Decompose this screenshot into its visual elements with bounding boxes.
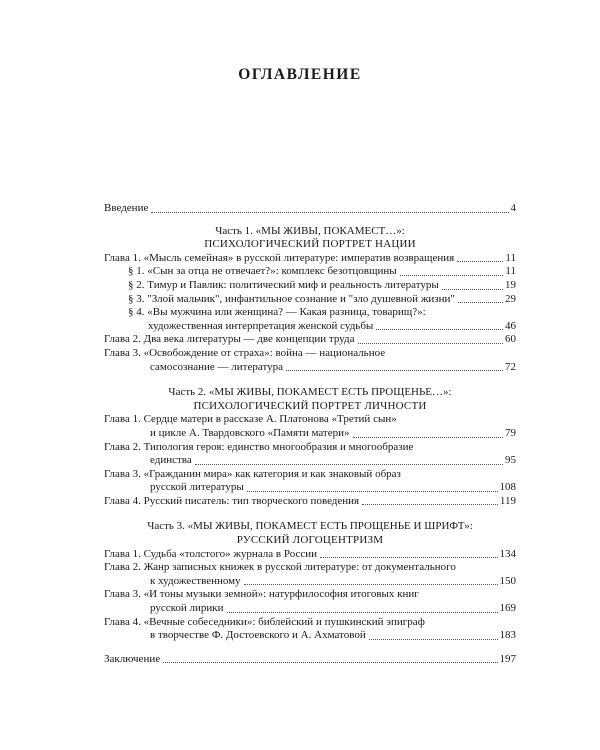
dot-leader (195, 464, 503, 465)
toc-entry-part1-chapter3[interactable] (104, 347, 516, 374)
dot-leader (400, 275, 504, 276)
dot-leader (247, 491, 498, 492)
entry-label: § 2. Тимур и Павлик: политический миф и реальность литературы (128, 278, 439, 291)
entry-continuation (104, 361, 516, 375)
dot-leader (369, 639, 498, 640)
entry-label: Глава 4. Русский писатель: тип творческого поведения (104, 494, 360, 507)
toc-entry-part1-section3[interactable] (104, 293, 516, 307)
page-number: 72 (505, 360, 516, 373)
part-2-title: Часть 2. «МЫ ЖИВЫ, ПОКАМЕСТ ЕСТЬ ПРОЩЕНЬЕ…»: (168, 386, 452, 399)
part-3-title: Часть 3. «МЫ ЖИВЫ, ПОКАМЕСТ ЕСТЬ ПРОЩЕНЬЕ И ШРИФТ»: (147, 520, 473, 533)
part-2-heading (104, 386, 516, 413)
dot-leader (442, 289, 503, 290)
entry-continuation (104, 629, 516, 643)
toc-entry-part3-chapter1[interactable] (104, 548, 516, 562)
dot-leader (151, 212, 508, 213)
entry-label-line1: § 4. «Вы мужчина или женщина? — Какая разница, товарищ?»: (128, 306, 426, 319)
page-number: 29 (505, 292, 516, 305)
entry-label-line1: Глава 3. «Освобождение от страха»: война — национальное (104, 346, 386, 359)
entry-continuation (104, 602, 516, 616)
dot-leader (353, 437, 503, 438)
page-number: 134 (499, 547, 516, 560)
page-number: 60 (505, 333, 516, 346)
toc-entry-part3-chapter4[interactable] (104, 616, 516, 643)
toc-entry-introduction[interactable] (104, 202, 516, 216)
entry-continuation (104, 427, 516, 441)
page-number: 95 (505, 454, 516, 467)
part-3-subtitle: РУССКИЙ ЛОГОЦЕНТРИЗМ (236, 534, 384, 547)
page-number: 11 (505, 265, 516, 278)
entry-continuation (104, 454, 516, 468)
dot-leader (362, 504, 498, 505)
toc-entry-part1-chapter1[interactable] (104, 252, 516, 266)
entry-continuation (104, 481, 516, 495)
entry-label-line1: Глава 2. Жанр записных книжек в русской литературе: от документального (104, 561, 456, 574)
page-number: 108 (499, 481, 516, 494)
toc-entry-part1-section1[interactable] (104, 265, 516, 279)
entry-label-line2: самосознание — литература (150, 360, 283, 373)
entry-label-line1: Глава 3. «И тоны музыки земной»: натурфилософия итоговых книг (104, 588, 419, 601)
entry-label-line2: к художественному (150, 574, 241, 587)
entry-label-line2: русской литературы (150, 481, 244, 494)
entry-label: Глава 2. Два века литературы — две концепции труда (104, 333, 355, 346)
toc-entry-part1-section4[interactable] (104, 306, 516, 333)
entry-label-line2: русской лирики (150, 602, 224, 615)
entry-continuation (128, 320, 516, 334)
entry-label: Введение (104, 202, 149, 214)
entry-continuation (104, 575, 516, 589)
dot-leader (458, 302, 503, 303)
part-1-title: Часть 1. «МЫ ЖИВЫ, ПОКАМЕСТ…»: (215, 224, 405, 237)
entry-label: Глава 1. Судьба «толстого» журнала в России (104, 547, 318, 560)
dot-leader (227, 612, 498, 613)
part-1-subtitle: ПСИХОЛОГИЧЕСКИЙ ПОРТРЕТ НАЦИИ (204, 238, 416, 251)
dot-leader (286, 370, 503, 371)
toc-entry-part2-chapter1[interactable] (104, 413, 516, 440)
dot-leader (320, 557, 497, 558)
page-number: 79 (505, 426, 516, 439)
toc-entry-part1-section2[interactable] (104, 279, 516, 293)
entry-label-line1: Глава 1. Сердце матери в рассказе А. Платонова «Третий сын» (104, 413, 397, 426)
dot-leader (358, 343, 504, 344)
toc-entry-part2-chapter2[interactable] (104, 441, 516, 468)
entry-label-line1: Глава 4. «Вечные собеседники»: библейский и пушкинский эпиграф (104, 615, 425, 628)
page-number: 119 (499, 494, 516, 507)
page-number: 197 (499, 652, 516, 665)
entry-label-line2: художественная интерпретация женской судьбы (148, 319, 374, 332)
part-3-heading (104, 520, 516, 547)
toc-entry-part1-chapter2[interactable] (104, 333, 516, 347)
page-number: 46 (505, 319, 516, 332)
dot-leader (457, 261, 503, 262)
entry-label: Заключение (104, 652, 161, 665)
page-number: 183 (499, 629, 516, 642)
entry-label-line1: Глава 2. Типология героя: единство многообразия и многообразие (104, 440, 414, 453)
entry-label: Глава 1. «Мысль семейная» в русской литературе: императив возвращения (104, 251, 455, 264)
toc-entry-part3-chapter3[interactable] (104, 588, 516, 615)
entry-label-line2: и цикле А. Твардовского «Памяти матери» (150, 426, 350, 439)
part-2-subtitle: ПСИХОЛОГИЧЕСКИЙ ПОРТРЕТ ЛИЧНОСТИ (193, 399, 427, 412)
part-1-heading (104, 225, 516, 252)
entry-label: § 3. "Злой мальчик", инфантильное сознание и "зло душевной жизни" (128, 292, 455, 305)
toc-entry-part2-chapter3[interactable] (104, 468, 516, 495)
table-of-contents (104, 202, 516, 666)
page-number: 169 (499, 602, 516, 615)
dot-leader (163, 662, 497, 663)
page-number: 4 (510, 202, 516, 214)
page-number: 11 (505, 251, 516, 264)
toc-entry-part3-chapter2[interactable] (104, 561, 516, 588)
entry-label-line1: Глава 3. «Гражданин мира» как категория и как знаковый образ (104, 467, 401, 480)
spacer (104, 643, 516, 653)
page-number: 19 (505, 278, 516, 291)
page-title: ОГЛАВЛЕНИЕ (238, 66, 362, 83)
toc-entry-part2-chapter4[interactable] (104, 495, 516, 509)
entry-label: § 1. «Сын за отца не отвечает?»: комплекс безотцовщины (128, 265, 397, 278)
dot-leader (376, 329, 503, 330)
entry-label-line2: единства (150, 454, 192, 467)
page-number: 150 (499, 574, 516, 587)
dot-leader (244, 584, 498, 585)
toc-entry-conclusion[interactable] (104, 653, 516, 667)
entry-label-line2: в творчестве Ф. Достоевского и А. Ахматовой (150, 629, 366, 642)
